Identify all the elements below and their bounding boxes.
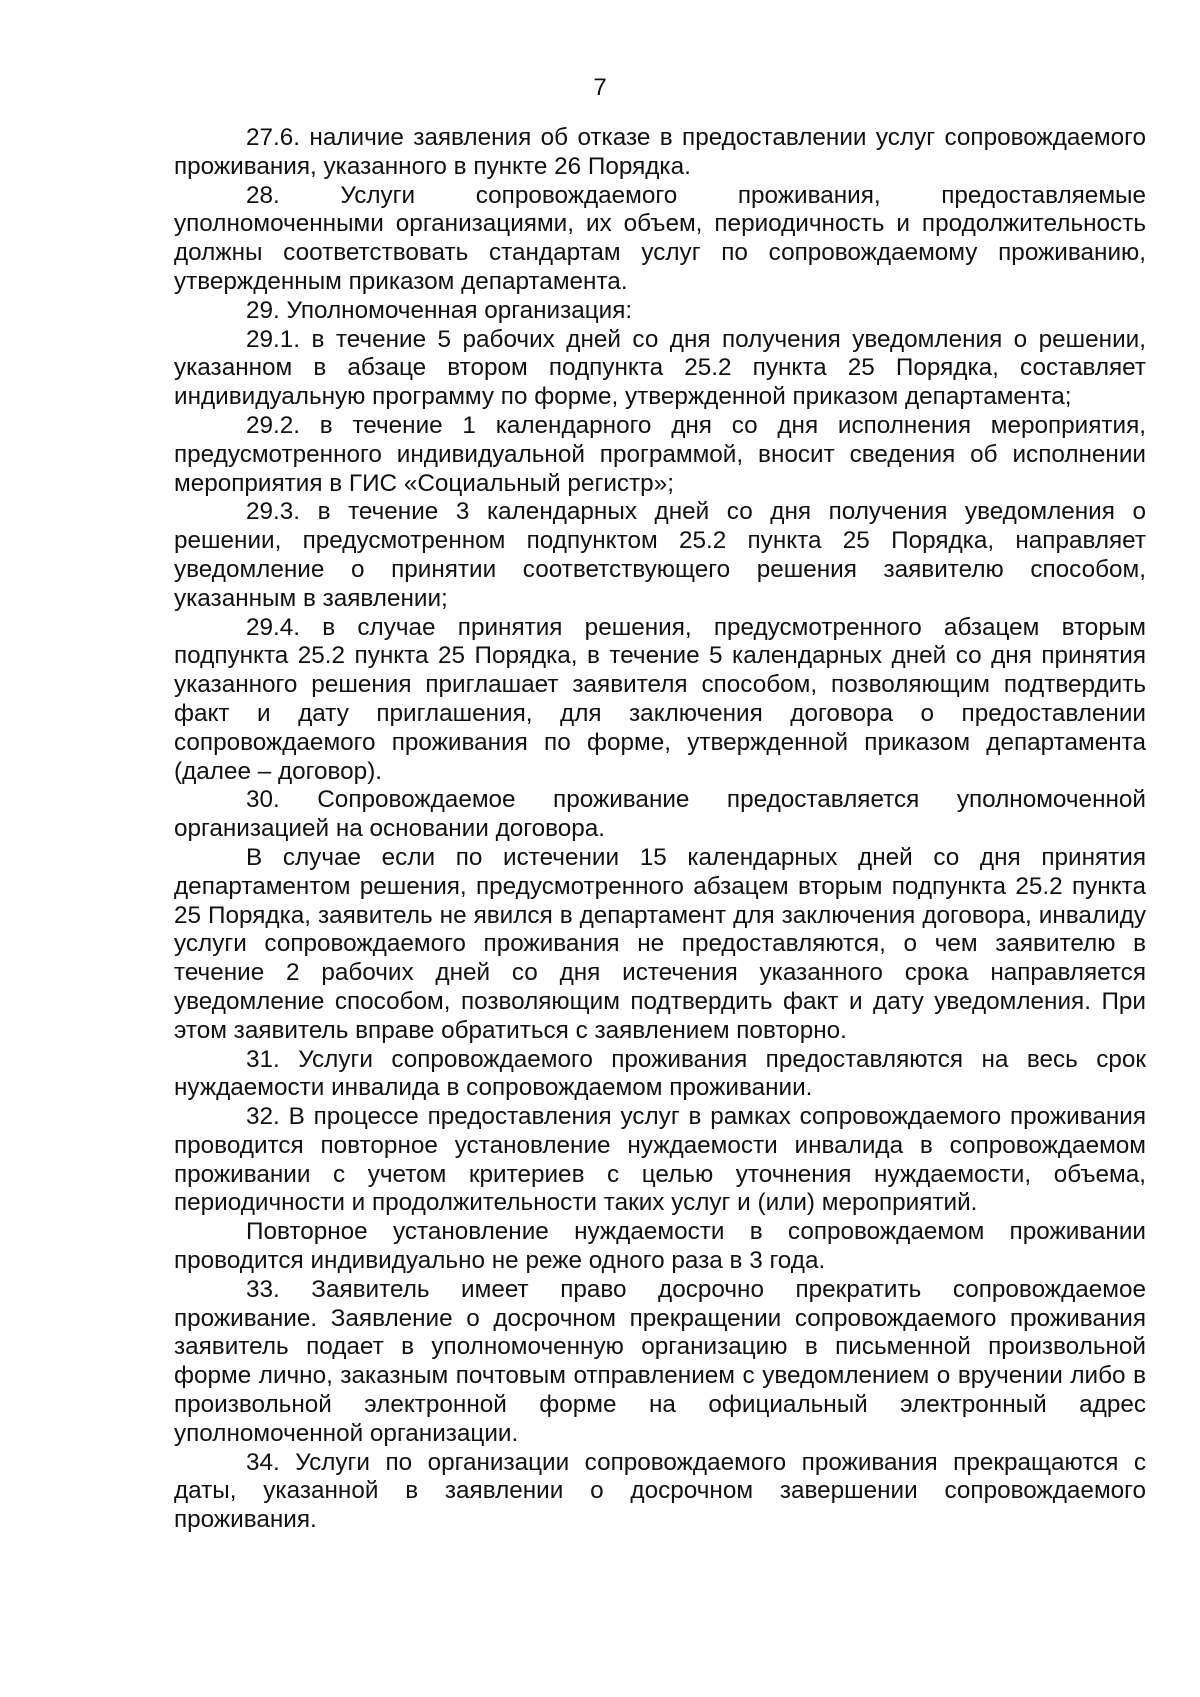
paragraph-29-2: 29.2. в течение 1 календарного дня со дня исполнения мероприятия, предусмотренного индивидуальной программой, вносит сведения об исполнении мероприятия в ГИС «Социальный регистр»; (174, 411, 1146, 497)
document-body (174, 124, 1146, 1535)
paragraph-28: 28. Услуги сопровождаемого проживания, предоставляемые уполномоченными организациями, их объем, периодичность и продолжительность должны соответствовать стандартам услуг по сопровождаемому проживанию, утвержденным приказом департамента. (174, 181, 1146, 295)
paragraph-29: 29. Уполномоченная организация: (246, 296, 633, 324)
paragraph-32: 32. В процессе предоставления услуг в рамках сопровождаемого проживания проводится повторное установление нуждаемости инвалида в сопровождаемом проживании с учетом критериев с целью уточнения нуждаемости, объема, периодичности и продолжительности таких услуг и (или) мероприятий. (174, 1103, 1146, 1217)
paragraph-27-6: 27.6. наличие заявления об отказе в предоставлении услуг сопровождаемого проживания, указанного в пункте 26 Порядка. (174, 124, 1146, 180)
paragraph-30-continuation: В случае если по истечении 15 календарных дней со дня принятия департаментом решения, предусмотренного абзацем вторым подпункта 25.2 пункта 25 Порядка, заявитель не явился в департамент для заключения договора, инвалиду услуги сопровождаемого проживания не предоставляются, о чем заявителю в течение 2 рабочих дней со дня истечения указанного срока направляется уведомление способом, позволяющим подтвердить факт и дату уведомления. При этом заявитель вправе обратиться с заявлением повторно. (174, 843, 1146, 1044)
paragraph-30: 30. Сопровождаемое проживание предоставляется уполномоченной организацией на основании договора. (174, 786, 1146, 843)
paragraph-34: 34. Услуги по организации сопровождаемого проживания прекращаются с даты, указанной в заявлении о досрочном завершении сопровождаемого проживания. (174, 1448, 1146, 1534)
paragraph-31: 31. Услуги сопровождаемого проживания предоставляются на весь срок нуждаемости инвалида в сопровождаемом проживании. (174, 1045, 1146, 1102)
paragraph-29-4: 29.4. в случае принятия решения, предусмотренного абзацем вторым подпункта 25.2 пункта 25 Порядка, в течение 5 календарных дней со дня принятия указанного решения приглашает заявителя способом, позволяющим подтвердить факт и дату приглашения, для заключения договора о предоставлении сопровождаемого проживания по форме, утвержденной приказом департамента (далее – договор). (174, 613, 1146, 785)
page-number: 7 (593, 74, 607, 101)
paragraph-29-1: 29.1. в течение 5 рабочих дней со дня получения уведомления о решении, указанном в абзаце втором подпункта 25.2 пункта 25 Порядка, составляет индивидуальную программу по форме, утвержденной приказом департамента; (174, 325, 1146, 411)
paragraph-32-continuation: Повторное установление нуждаемости в сопровождаемом проживании проводится индивидуально не реже одного раза в 3 года. (174, 1218, 1146, 1275)
paragraph-33: 33. Заявитель имеет право досрочно прекратить сопровождаемое проживание. Заявление о досрочном прекращении сопровождаемого проживания заявитель подает в уполномоченную организацию в письменной произвольной форме лично, заказным почтовым отправлением с уведомлением о вручении либо в произвольной электронной форме на официальный электронный адрес уполномоченной организации. (174, 1275, 1146, 1447)
paragraph-29-3: 29.3. в течение 3 календарных дней со дня получения уведомления о решении, предусмотренном подпунктом 25.2 пункта 25 Порядка, направляет уведомление о принятии соответствующего решения заявителю способом, указанным в заявлении; (174, 498, 1146, 612)
